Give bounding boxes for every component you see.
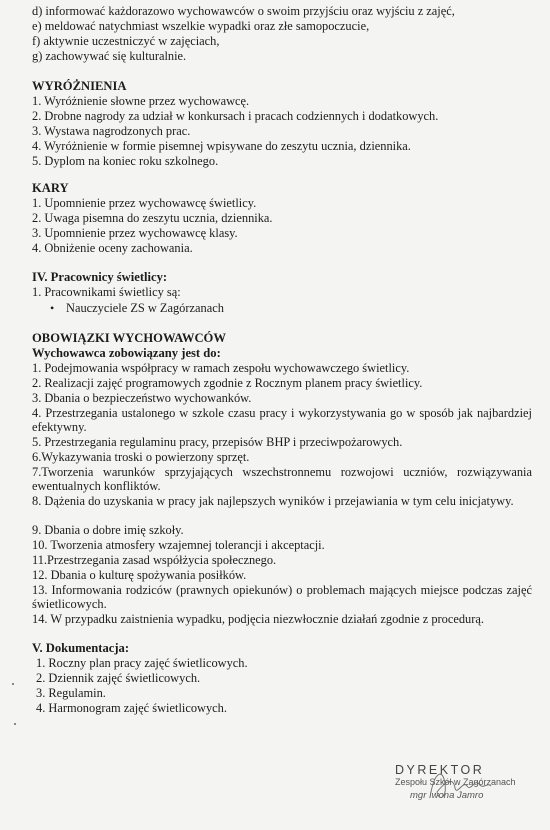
duty-item: 11.Przestrzegania zasad współżycia społecznego. [32, 553, 277, 567]
duty-item: 13. Informowania rodziców (prawnych opiekunów) o problemach mających miejsce podczas zajęć świetlicowych. [32, 583, 532, 611]
duty-item: 5. Przestrzegania regulaminu pracy, przepisów BHP i przeciwpożarowych. [32, 435, 403, 449]
award-item: 2. Drobne nagrody za udział w konkursach i pracach codziennych i dodatkowych. [32, 109, 439, 123]
duty-item: 6.Wykazywania troski o powierzony sprzęt. [32, 450, 250, 464]
award-item: 1. Wyróżnienie słowne przez wychowawcę. [32, 94, 250, 108]
penalties-heading: KARY [32, 181, 69, 195]
documentation-item: 2. Dziennik zajęć świetlicowych. [36, 671, 201, 685]
award-item: 5. Dyplom na koniec roku szkolnego. [32, 154, 219, 168]
scan-speck [12, 683, 14, 685]
duties-heading: OBOWIĄZKI WYCHOWAWCÓW [32, 331, 226, 345]
penalty-item: 1. Upomnienie przez wychowawcę świetlicy. [32, 196, 257, 210]
award-item: 4. Wyróżnienie w formie pisemnej wpisywane do zeszytu ucznia, dziennika. [32, 139, 411, 153]
rule-d: d) informować każdorazowo wychowawców o swoim przyjściu oraz wyjściu z zajęć, [32, 4, 455, 18]
rule-g: g) zachowywać się kulturalnie. [32, 49, 187, 63]
staff-intro: 1. Pracownikami świetlicy są: [32, 285, 181, 299]
duty-item: 14. W przypadku zaistnienia wypadku, podjęcia niezwłocznie działań zgodnie z procedurą. [32, 612, 484, 626]
penalty-item: 2. Uwaga pisemna do zeszytu ucznia, dziennika. [32, 211, 273, 225]
documentation-item: 1. Roczny plan pracy zajęć świetlicowych. [36, 656, 248, 670]
duty-item: 10. Tworzenia atmosfery wzajemnej tolerancji i akceptacji. [32, 538, 325, 552]
documentation-item: 3. Regulamin. [36, 686, 106, 700]
duty-item: 1. Podejmowania współpracy w ramach zespołu wychowawczego świetlicy. [32, 361, 410, 375]
scan-speck [14, 723, 16, 725]
documentation-heading: V. Dokumentacja: [32, 641, 130, 655]
staff-heading: IV. Pracownicy świetlicy: [32, 270, 168, 284]
duty-item: 3. Dbania o bezpieczeństwo wychowanków. [32, 391, 252, 405]
duty-item: 2. Realizacji zajęć programowych zgodnie z Rocznym planem pracy świetlicy. [32, 376, 423, 390]
rule-e: e) meldować natychmiast wszelkie wypadki oraz złe samopoczucie, [32, 19, 370, 33]
awards-heading: WYRÓŻNIENIA [32, 79, 127, 93]
duties-subheading: Wychowawca zobowiązany jest do: [32, 346, 221, 360]
award-item: 3. Wystawa nagrodzonych prac. [32, 124, 191, 138]
duty-item: 7.Tworzenia warunków sprzyjających wszechstronnemu rozwojowi uczniów, rozwiązywania ewentualnych konfliktów. [32, 465, 532, 493]
stamp-school: Zespołu Szkół w Zagórzanach [395, 777, 516, 787]
duty-item: 4. Przestrzegania ustalonego w szkole czasu pracy i wykorzystywania go w sposób jak najbardziej efektywny. [32, 406, 532, 434]
duty-item: 12. Dbania o kulturę spożywania posiłków. [32, 568, 247, 582]
penalty-item: 3. Upomnienie przez wychowawcę klasy. [32, 226, 238, 240]
penalty-item: 4. Obniżenie oceny zachowania. [32, 241, 193, 255]
documentation-item: 4. Harmonogram zajęć świetlicowych. [36, 701, 227, 715]
staff-item: Nauczyciele ZS w Zagórzanach [66, 301, 224, 315]
duty-item: 9. Dbania o dobre imię szkoły. [32, 523, 184, 537]
stamp-name: mgr Iwona Jamro [410, 790, 484, 801]
rule-f: f) aktywnie uczestniczyć w zajęciach, [32, 34, 220, 48]
stamp-title: DYREKTOR [395, 763, 485, 777]
bullet-icon: • [50, 301, 55, 315]
duty-item: 8. Dążenia do uzyskania w pracy jak najlepszych wyników i przejawiania w tym celu inicjatywy. [32, 494, 514, 508]
signature-icon [425, 762, 495, 807]
